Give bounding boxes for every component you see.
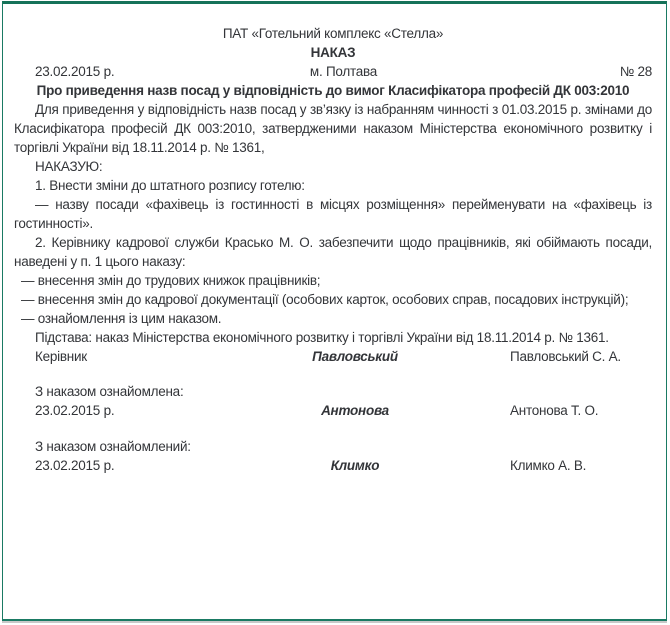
signatory-name: Антонова Т. О. <box>510 403 599 418</box>
order-document <box>2 1 667 621</box>
order-item-2: 2. Керівнику кадрової служби Красько М. О. забезпечити щодо працівників, які обіймають посади, наведені у п. 1 цього наказу: <box>14 235 652 269</box>
basis-line: Підстава: наказ Міністерства економічного розвитку і торгівлі України від 18.11.2014 р. № 1361. <box>35 330 609 345</box>
signature-facsimile: Климко <box>330 458 380 473</box>
signature-row-antonova <box>14 401 652 420</box>
signatory-name: Климко А. В. <box>510 458 587 473</box>
ack-label-female: З наказом ознайомлена: <box>35 384 184 399</box>
document-title: НАКАЗ <box>310 45 356 60</box>
ack-label-male: З наказом ознайомлений: <box>35 439 191 454</box>
signature-facsimile: Антонова <box>321 403 389 418</box>
ack-date: 23.02.2015 р. <box>35 403 115 418</box>
signature-row-klymko <box>14 456 652 475</box>
document-number: № 28 <box>619 64 653 79</box>
order-item-1: 1. Внести зміни до штатного розпису готелю: <box>35 178 305 193</box>
subject-line: Про приведення назв посад у відповідність до вимог Класифікатора професій ДК 003:2010 <box>36 83 630 98</box>
ack-date: 23.02.2015 р. <box>35 458 115 473</box>
order-word: НАКАЗУЮ: <box>35 159 103 174</box>
sublist-item: — ознайомлення із цим наказом. <box>21 311 222 326</box>
sublist-item: — внесення змін до кадрової документації (особових карток, особових справ, посадових інструкцій); <box>21 292 629 307</box>
meta-row <box>14 62 652 81</box>
sublist-item: — внесення змін до трудових книжок працівників; <box>21 273 321 288</box>
order-item-1-subitem: — назву посади «фахівець із гостинності в місцях розміщення» перейменувати на «фахівець із гостинності». <box>14 197 652 231</box>
signatory-name: Павловський С. А. <box>510 349 621 364</box>
document-city: м. Полтава <box>309 64 378 79</box>
preamble-paragraph: Для приведення у відповідність назв посад у зв’язку із набранням чинності з 01.03.2015 р. змінами до Класифікатора професій ДК 003:2010, затвердженими наказом Міністерства економічного розвитку і торгівлі України від 18.11.2014 р. № 1361, <box>14 102 652 155</box>
signature-facsimile: Павловський <box>312 349 398 364</box>
document-date: 23.02.2015 р. <box>35 64 115 79</box>
order-item-2-sublist <box>14 271 652 328</box>
signature-row-director <box>14 347 652 366</box>
signatory-role: Керівник <box>35 349 87 364</box>
company-name: ПАТ «Готельний комплекс «Стелла» <box>222 26 444 41</box>
